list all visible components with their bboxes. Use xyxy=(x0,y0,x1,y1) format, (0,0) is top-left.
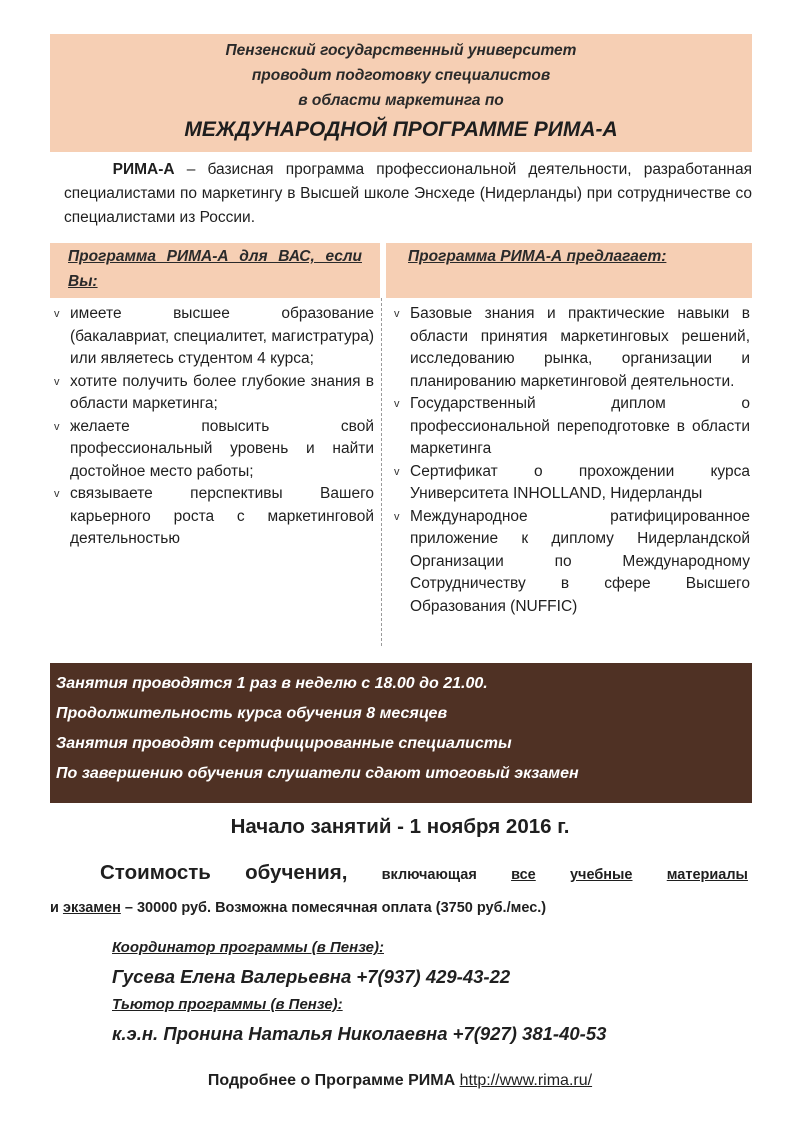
header-line-3: в области маркетинга по xyxy=(298,92,504,109)
exam-word: экзамен xyxy=(62,900,121,916)
info-line-4: По завершению обучения слушатели сдают итоговый экзамен xyxy=(56,765,579,782)
list-item: v Сертификат о прохождении курса Университета INHOLLAND, Нидерланды xyxy=(394,462,750,502)
coordinator-label: Координатор программы (в Пензе): xyxy=(112,939,384,956)
header-line-2: проводит подготовку специалистов xyxy=(251,67,551,84)
list-item: v имеете высшее образование (бакалавриат, специалитет, магистратура) или являетесь студентом 4 курса; xyxy=(54,305,374,367)
tutor-name: к.э.н. Пронина Наталья Николаевна +7(927) 381-40-53 xyxy=(112,1023,607,1044)
intro-text: – базисная программа профессиональной деятельности, разработанная специалистами по маркетингу в Высшей школе Энсхеде (Нидерланды) при сотрудничестве со специалистами из России. xyxy=(64,161,752,226)
list-item: v желаете повысить свой профессиональный уровень и найти достойное место работы; xyxy=(54,417,374,480)
left-bullet-list xyxy=(54,303,374,551)
left-column-heading-band xyxy=(50,243,380,298)
list-item: v Международное ратифицированное приложение к диплому Нидерландской Организации по Международному Сотрудничеству в сфере Высшего Образования (NUFFIC) xyxy=(394,507,750,615)
v-check-icon: v xyxy=(54,420,60,433)
info-line-1: Занятия проводятся 1 раз в неделю с 18.00 до 21.00. xyxy=(56,675,488,692)
list-item: v связываете перспективы Вашего карьерного роста с маркетинговой деятельностью xyxy=(54,485,374,547)
cost-details: – 30000 руб. Возможна помесячная оплата (3750 руб./мес.) xyxy=(120,900,547,916)
v-check-icon: v xyxy=(394,510,400,523)
list-item: v Государственный диплом о профессиональной переподготовке в области маркетинга xyxy=(394,395,750,457)
right-bullet-list xyxy=(394,303,750,618)
cost-word: все xyxy=(511,867,536,883)
more-info-text: Подробнее о Программе РИМА xyxy=(207,1072,456,1089)
intro-lead: РИМА-А xyxy=(112,161,175,178)
cost-line-2: и экзамен – 30000 руб. Возможна помесячная оплата (3750 руб./мес.) xyxy=(50,900,547,916)
column-divider xyxy=(381,298,382,646)
cost-line-1 xyxy=(100,858,748,890)
header-title: МЕЖДУНАРОДНОЙ ПРОГРАММЕ РИМА-А xyxy=(184,118,618,141)
tutor-label: Тьютор программы (в Пензе): xyxy=(112,996,343,1013)
v-check-icon: v xyxy=(394,398,400,410)
cost-word: учебные xyxy=(569,867,633,883)
intro-paragraph xyxy=(64,158,752,230)
left-column-heading: Программа РИМА-А для ВАС, если Вы: xyxy=(68,248,362,290)
more-info xyxy=(0,1068,800,1094)
website-link[interactable]: http://www.rima.ru/ xyxy=(459,1072,593,1089)
start-date: Начало занятий - 1 ноября 2016 г. xyxy=(230,815,570,838)
right-column-heading-band xyxy=(386,243,752,298)
schedule-info-box xyxy=(50,663,752,803)
info-line-3: Занятия проводят сертифицированные специалисты xyxy=(56,735,512,752)
list-item: v хотите получить более глубокие знания в области маркетинга; xyxy=(54,372,374,412)
list-item: v Базовые знания и практические навыки в области принятия маркетинговых решений, исследованию рынка, организации и планированию маркетинговой деятельности. xyxy=(394,305,750,390)
coordinator-name: Гусева Елена Валерьевна +7(937) 429-43-22 xyxy=(112,966,511,987)
v-check-icon: v xyxy=(54,308,60,320)
v-check-icon: v xyxy=(394,308,400,320)
header-band xyxy=(50,34,752,152)
cost-word: обучения, xyxy=(245,861,348,884)
contacts-block xyxy=(112,936,752,1050)
v-check-icon: v xyxy=(54,488,60,500)
cost-word: Стоимость xyxy=(100,861,211,884)
v-check-icon: v xyxy=(394,465,400,478)
right-column-heading: Программа РИМА-А предлагает: xyxy=(408,248,667,265)
cost-word: материалы xyxy=(666,867,748,883)
header-line-1: Пензенский государственный университет xyxy=(225,42,577,59)
v-check-icon: v xyxy=(54,375,60,388)
cost-word: включающая xyxy=(381,867,477,883)
info-line-2: Продолжительность курса обучения 8 месяцев xyxy=(56,705,448,722)
